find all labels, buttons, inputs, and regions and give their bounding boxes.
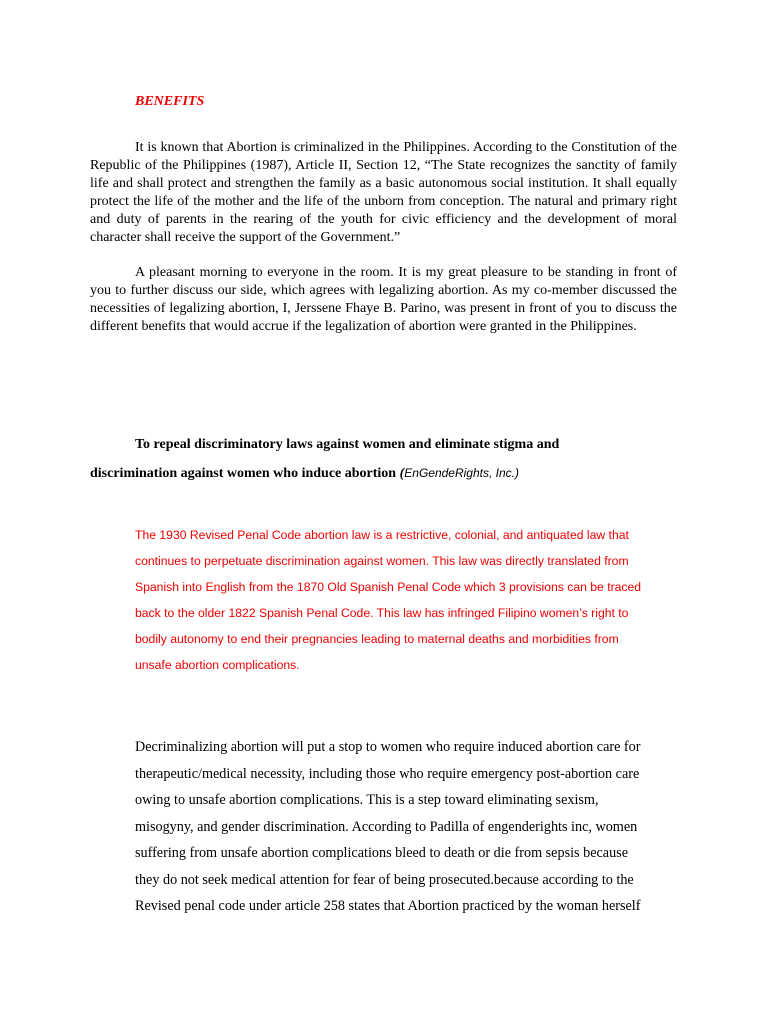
body-line: suffering from unsafe abortion complications bleed to death or die from sepsis because [135,845,629,861]
subheading-line-1: To repeal discriminatory laws against women and eliminate stigma and [135,437,560,452]
quoted-passage [135,522,695,678]
body-line: Decriminalizing abortion will put a stop to women who require induced abortion care for [135,739,641,755]
quote-line: Spanish into English from the 1870 Old Spanish Penal Code which 3 provisions can be traced [135,580,642,594]
source-citation: EnGendeRights, Inc.) [404,466,519,480]
quote-line: bodily autonomy to end their pregnancies leading to maternal deaths and morbidities from [135,632,619,646]
quote-line: The 1930 Revised Penal Code abortion law is a restrictive, colonial, and antiquated law that [135,528,629,542]
body-line: Revised penal code under article 258 states that Abortion practiced by the woman herself [135,898,641,914]
argument-paragraph [135,734,695,920]
body-line: owing to unsafe abortion complications. This is a step toward eliminating sexism, [135,792,599,808]
body-line: they do not seek medical attention for fear of being prosecuted.because according to the [135,871,634,888]
speaker-paragraph: A pleasant morning to everyone in the room. It is my great pleasure to be standing in front of you to further discuss our side, which agrees with legalizing abortion. As my co-member discussed the necessities of legalizing abortion, I, Jerssene Fhaye B. Parino, was present in front of you to discuss the different benefits that would accrue if the legalization of abortion were granted in the Philippines. [90,265,677,334]
subheading [90,431,690,488]
body-line: therapeutic/medical necessity, including those who require emergency post-abortion care [135,765,640,782]
subheading-line-2: discrimination against women who induce abortion [90,466,400,481]
source-paren: ( [399,466,405,481]
quote-line: continues to perpetuate discrimination against women. This law was directly translated from [135,554,629,568]
intro-paragraph: It is known that Abortion is criminalized in the Philippines. According to the Constitution of the Republic of the Philippines (1987), Article II, Section 12, “The State recognizes the sanctity of family life and shall protect and strengthen the family as a basic autonomous social institution. It shall equally protect the life of the mother and the life of the unborn from conception. The natural and primary right and duty of parents in the rearing of the youth for civic efficiency and the development of moral character shall receive the support of the Government.” [90,140,677,245]
quote-line: unsafe abortion complications. [135,658,300,672]
quote-line: back to the older 1822 Spanish Penal Code. This law has infringed Filipino women’s right to [135,606,629,620]
section-heading: BENEFITS [135,94,205,109]
body-line: misogyny, and gender discrimination. According to Padilla of engenderights inc, women [135,818,638,835]
